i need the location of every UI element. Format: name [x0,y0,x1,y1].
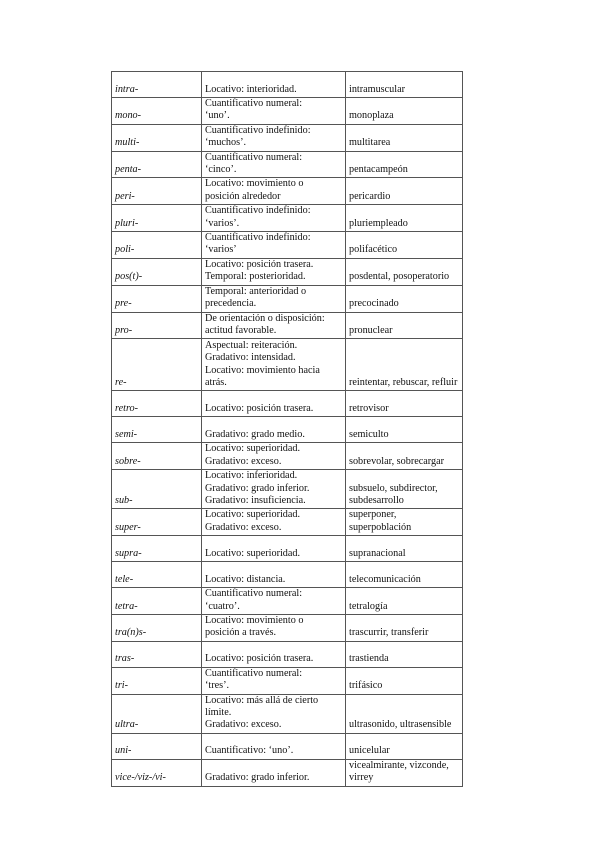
meaning-cell [202,205,346,232]
prefix-cell: pos(t)- [112,258,202,285]
meaning-line: ‘varios’ [205,244,237,256]
meaning-line: Locativo: superioridad. [205,547,301,559]
meaning-line: Gradativo: exceso. [205,455,282,467]
prefix-cell: intra- [112,72,202,98]
meaning-line: Locativo: interioridad. [205,83,297,95]
prefix-cell: tri- [112,667,202,694]
example-cell: multitarea [346,124,463,151]
prefix-cell: pro- [112,312,202,339]
prefix-cell: uni- [112,733,202,759]
example-cell: ultrasonido, ultrasensible [346,694,463,733]
prefix-cell: tra(n)s- [112,614,202,641]
prefix-cell: pre- [112,285,202,312]
meaning-line: Locativo: superioridad. [205,443,301,455]
meaning-line: ‘muchos’. [205,137,247,149]
meaning-cell [202,258,346,285]
prefix-cell: sub- [112,470,202,509]
prefix-cell: super- [112,509,202,536]
example-cell: trascurrir, transferir [346,614,463,641]
prefix-cell: poli- [112,232,202,259]
meaning-cell [202,733,346,759]
example-cell: tetralogía [346,588,463,615]
table-row [112,391,463,417]
example-cell: telecomunicación [346,562,463,588]
table-row [112,178,463,205]
example-cell: trifásico [346,667,463,694]
table-row [112,614,463,641]
meaning-line: Aspectual: reiteración. [205,339,298,351]
prefix-cell: tetra- [112,588,202,615]
example-cell: posdental, posoperatorio [346,258,463,285]
example-cell: monoplaza [346,98,463,125]
table-row [112,759,463,786]
meaning-cell [202,759,346,786]
table-row [112,694,463,733]
meaning-line: Locativo: posición trasera. [205,402,314,414]
meaning-line: Gradativo: grado medio. [205,428,305,440]
table-row [112,151,463,178]
table-row [112,470,463,509]
meaning-cell [202,588,346,615]
meaning-line: límite. [205,707,232,718]
meaning-line: Locativo: movimiento o [205,614,304,626]
prefix-cell: tele- [112,562,202,588]
prefix-cell: supra- [112,536,202,562]
prefix-cell: multi- [112,124,202,151]
meaning-cell [202,667,346,694]
meaning-line: Cuantificativo numeral: [205,667,303,679]
table-row [112,285,463,312]
prefix-cell: retro- [112,391,202,417]
meaning-cell [202,641,346,667]
prefix-cell: peri- [112,178,202,205]
table-row [112,417,463,443]
prefix-cell: vice-/viz-/vi- [112,759,202,786]
example-cell: pronuclear [346,312,463,339]
example-cell: polifacético [346,232,463,259]
example-cell: intramuscular [346,72,463,98]
meaning-cell [202,614,346,641]
table-row [112,312,463,339]
table-row [112,72,463,98]
meaning-cell [202,536,346,562]
meaning-line: Temporal: anterioridad o [205,285,307,297]
table-row [112,641,463,667]
table-row [112,667,463,694]
example-cell: sobrevolar, sobrecargar [346,443,463,470]
prefix-table [111,71,463,787]
meaning-line: Locativo: superioridad. [205,509,301,521]
meaning-line: Gradativo: intensidad. [205,352,296,364]
prefix-cell: mono- [112,98,202,125]
table-row [112,124,463,151]
example-cell: subsuelo, subdirector, subdesarrollo [346,470,463,509]
meaning-cell [202,391,346,417]
meaning-line: Cuantificativo numeral: [205,151,303,163]
meaning-line: posición a través. [205,627,277,639]
meaning-line: Locativo: posición trasera. [205,258,314,270]
meaning-cell [202,285,346,312]
table-row [112,205,463,232]
meaning-line: Cuantificativo: ‘uno’. [205,745,294,757]
meaning-cell [202,470,346,509]
table-row [112,339,463,391]
meaning-line: ‘varios’. [205,217,240,229]
example-cell: retrovisor [346,391,463,417]
meaning-line: Temporal: posterioridad. [205,271,306,283]
meaning-line: ‘tres’. [205,680,230,692]
meaning-line: ‘cuatro’. [205,600,240,612]
meaning-line: Locativo: movimiento o [205,178,304,190]
meaning-cell [202,509,346,536]
meaning-line: Cuantificativo indefinido: [205,205,311,217]
meaning-line: Cuantificativo indefinido: [205,232,311,244]
example-cell: pentacampeón [346,151,463,178]
meaning-cell [202,694,346,733]
prefix-cell: penta- [112,151,202,178]
meaning-cell [202,443,346,470]
meaning-cell [202,339,346,391]
meaning-line: precedencia. [205,298,257,310]
table-row [112,232,463,259]
meaning-line: atrás. [205,376,227,388]
meaning-line: Locativo: inferioridad. [205,470,298,482]
meaning-line: Locativo: posición trasera. [205,653,314,665]
meaning-cell [202,562,346,588]
example-cell: pluriempleado [346,205,463,232]
prefix-cell: ultra- [112,694,202,733]
prefix-cell: sobre- [112,443,202,470]
prefix-cell: semi- [112,417,202,443]
table-row [112,98,463,125]
example-cell: supranacional [346,536,463,562]
example-cell: precocinado [346,285,463,312]
meaning-line: Cuantificativo numeral: [205,98,303,109]
example-cell: trastienda [346,641,463,667]
meaning-line: Cuantificativo numeral: [205,588,303,600]
meaning-line: Gradativo: insuficiencia. [205,494,306,506]
example-cell: pericardio [346,178,463,205]
example-cell: semiculto [346,417,463,443]
meaning-line: Gradativo: exceso. [205,521,282,533]
example-cell: vicealmirante, vizconde, virrey [346,759,463,786]
meaning-cell [202,98,346,125]
meaning-line: De orientación o disposición: [205,312,325,324]
meaning-line: Gradativo: grado inferior. [205,482,310,494]
meaning-line: Locativo: más allá de cierto [205,694,319,706]
table-body [112,72,463,787]
table-row [112,562,463,588]
meaning-line: posición alrededor [205,190,281,202]
meaning-cell [202,312,346,339]
table-row [112,443,463,470]
meaning-line: Gradativo: grado inferior. [205,772,310,784]
table-row [112,509,463,536]
meaning-line: Gradativo: exceso. [205,719,282,731]
meaning-cell [202,124,346,151]
meaning-cell [202,417,346,443]
example-cell: unicelular [346,733,463,759]
meaning-line: Locativo: distancia. [205,573,286,585]
example-cell: reintentar, rebuscar, refluir [346,339,463,391]
meaning-line: ‘cinco’. [205,164,237,176]
table-row [112,536,463,562]
meaning-line: Locativo: movimiento hacia [205,364,320,376]
example-cell: superponer, superpoblación [346,509,463,536]
meaning-line: Cuantificativo indefinido: [205,124,311,136]
table-row [112,588,463,615]
meaning-cell [202,178,346,205]
table-row [112,258,463,285]
prefix-cell: pluri- [112,205,202,232]
meaning-cell [202,151,346,178]
meaning-cell [202,72,346,98]
prefix-cell: re- [112,339,202,391]
meaning-cell [202,232,346,259]
table-row [112,733,463,759]
meaning-line: ‘uno’. [205,110,230,122]
meaning-line: actitud favorable. [205,324,277,336]
prefix-cell: tras- [112,641,202,667]
